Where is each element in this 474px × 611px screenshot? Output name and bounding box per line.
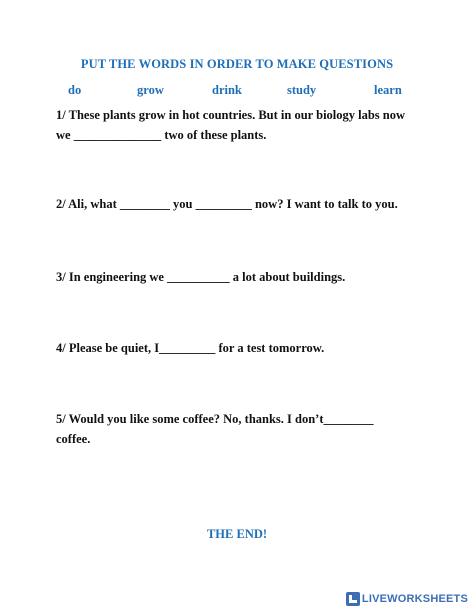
question-1 <box>56 105 426 145</box>
question-1-line-2: we ______________ two of these plants. <box>56 128 267 142</box>
the-end-label: THE END! <box>206 527 268 541</box>
word-bank-item-grow: grow <box>137 83 164 97</box>
question-4-line-1: 4/ Please be quiet, I_________ for a test tomorrow. <box>56 341 325 355</box>
liveworksheets-watermark <box>346 591 468 607</box>
question-3 <box>56 267 426 287</box>
word-bank-item-study: study <box>287 83 317 97</box>
question-3-line-1: 3/ In engineering we __________ a lot about buildings. <box>56 270 346 284</box>
word-bank-item-learn: learn <box>374 83 402 97</box>
question-5-line-1: 5/ Would you like some coffee? No, thanks. I don’t________ <box>56 412 374 426</box>
question-5-line-2: coffee. <box>56 432 91 446</box>
question-4 <box>56 338 426 358</box>
liveworksheets-wordmark: LIVEWORKSHEETS <box>361 593 468 605</box>
question-5 <box>56 409 426 449</box>
word-bank-item-drink: drink <box>212 83 242 97</box>
worksheet-title: PUT THE WORDS IN ORDER TO MAKE QUESTIONS <box>80 57 394 71</box>
question-2 <box>56 194 426 214</box>
word-bank-item-do: do <box>68 83 82 97</box>
question-2-line-1: 2/ Ali, what ________ you _________ now? I want to talk to you. <box>56 197 398 211</box>
liveworksheets-logo-icon <box>346 592 360 606</box>
question-1-line-1: 1/ These plants grow in hot countries. But in our biology labs now <box>56 108 406 122</box>
